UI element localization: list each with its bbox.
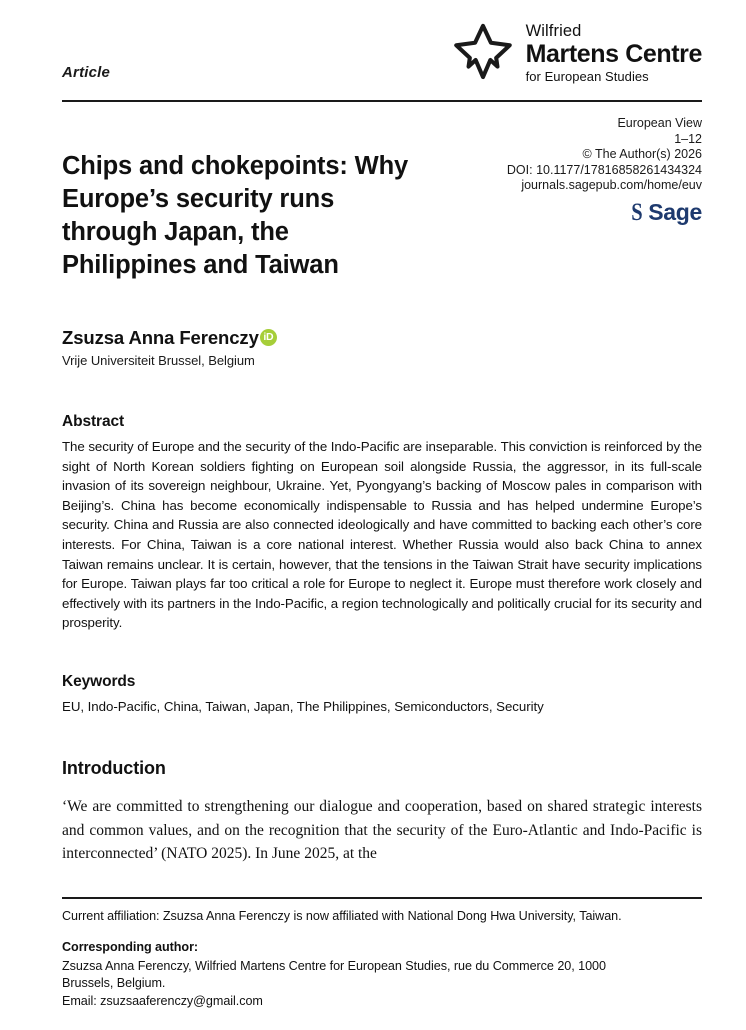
martens-centre-star-icon (452, 22, 514, 84)
publisher-brand (452, 22, 702, 84)
abstract-heading: Abstract (62, 413, 125, 430)
corresponding-author-email[interactable]: Email: zsuzsaaferenczy@gmail.com (62, 993, 263, 1008)
corresponding-author-heading: Corresponding author: (62, 940, 199, 955)
corresponding-author-address-line-1: Zsuzsa Anna Ferenczy, Wilfried Martens Centre for European Studies, rue du Commerce 20, 1000 (62, 958, 606, 973)
doi-line: DOI: 10.1177/17816858261434324 (506, 162, 702, 177)
brand-line-wilfried: Wilfried (525, 22, 582, 41)
sage-logo (507, 200, 702, 225)
introduction-section (62, 758, 702, 866)
footer-divider (62, 897, 702, 899)
introduction-heading: Introduction (62, 758, 166, 778)
author-name: Zsuzsa Anna Ferenczy (62, 327, 259, 348)
author-affiliation: Vrije Universiteit Brussel, Belgium (62, 353, 255, 368)
keywords-section (62, 673, 702, 716)
abstract-body: The security of Europe and the security of the Indo-Pacific are inseparable. This conviction is reinforced by the sight of North Korean soldiers fighting on European soil alongside Russia, the aggressor, in its full-scale invasion of its sovereign neighbour, Ukraine. Yet, Pyongyang’s backing of Moscow pales in comparison with Beijing’s. China has become economically indispensable to Russia and has helped undermine Europe’s security. China and Russia are also connected ideologically and have committed to backing each other’s core interests. For China, Taiwan is a core national interest. Whether Russia would also back China to annex Taiwan remains unclear. It is certain, however, that the tensions in the Taiwan Strait have security implications for Europe. Taiwan plays far too critical a role for Europe to neglect it. Europe must therefore work closely and effectively with its partners in the Indo-Pacific, a region technologically and politically crucial for its security and prosperity. (62, 439, 702, 631)
journal-name: European View (617, 116, 702, 130)
orcid-icon[interactable] (260, 329, 277, 346)
article-type-label: Article (62, 64, 111, 81)
sage-wordmark: Sage (648, 198, 702, 225)
brand-wordmark (526, 23, 702, 83)
sage-s-mark: S (631, 198, 643, 226)
corresponding-author-address-line-2: Brussels, Belgium. (62, 976, 166, 991)
orcid-icon-label: iD (263, 331, 274, 344)
copyright-line: © The Author(s) 2026 (582, 147, 702, 162)
keywords-body: EU, Indo-Pacific, China, Taiwan, Japan, The Philippines, Semiconductors, Security (62, 699, 544, 714)
author-line (62, 327, 562, 349)
abstract-section (62, 413, 702, 633)
brand-line-martens-centre: Martens Centre (525, 39, 702, 68)
current-affiliation-note: Current affiliation: Zsuzsa Anna Ferenczy is now affiliated with National Dong Hwa University, Taiwan. (62, 909, 622, 923)
page-footer (62, 908, 702, 1010)
page-header (62, 22, 702, 92)
introduction-body: ‘We are committed to strengthening our dialogue and cooperation, based on shared strategic interests and common values, and on the recognition that the security of the Euro-Atlantic and Indo-Pacific is interconnected’ (NATO 2025). In June 2025, at the (62, 798, 702, 862)
brand-line-subtitle: for European Studies (525, 68, 649, 84)
page-range: 1–12 (674, 131, 702, 146)
journal-metadata (507, 116, 702, 225)
page-title: Chips and chokepoints: Why Europe’s security runs through Japan, the Philippines and Taiwan (62, 152, 409, 280)
header-divider (62, 100, 702, 102)
keywords-heading: Keywords (62, 673, 136, 690)
journal-url[interactable]: journals.sagepub.com/home/euv (521, 178, 702, 193)
author-block (62, 327, 562, 368)
